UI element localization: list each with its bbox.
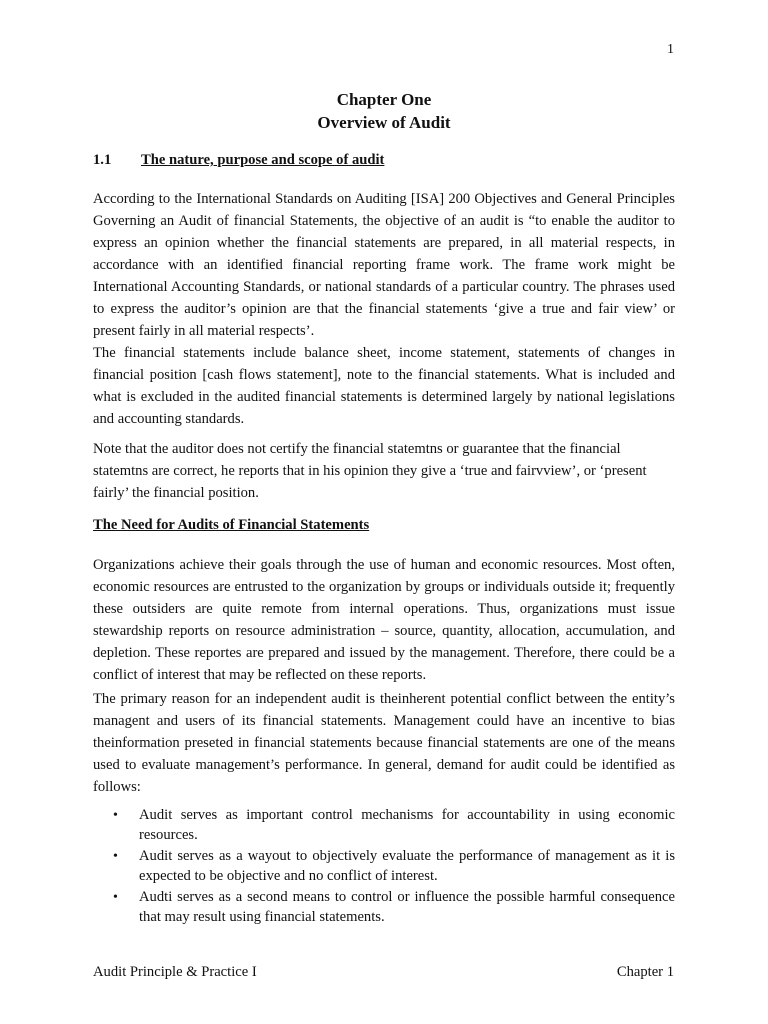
section-title: The nature, purpose and scope of audit: [141, 152, 385, 168]
chapter-title: [0, 88, 768, 134]
list-item: • Audti serves as a second means to control or influence the possible harmful consequence that may result using financial statements.: [113, 889, 675, 925]
section-number: 1.1: [93, 152, 112, 168]
chapter-title-line2: Overview of Audit: [317, 113, 451, 132]
bullet-icon: •: [113, 890, 118, 905]
subheading-need-for-audits: The Need for Audits of Financial Statements: [93, 517, 370, 533]
footer-chapter-label: Chapter 1: [616, 964, 674, 980]
paragraph-primary-reason: The primary reason for an independent audit is theinherent potential conflict between the entity’s managent and users of its financial statements. Management could have an incentive to bias theinformation preseted in financial statements because financial statements are one of the means used to evaluate management’s performance. In general, demand for audit could be identified as follows:: [93, 691, 675, 795]
page-number: 1: [667, 42, 674, 57]
chapter-title-line1: Chapter One: [336, 90, 432, 109]
bullet-list: [93, 805, 675, 928]
bullet-icon: •: [113, 808, 118, 823]
paragraph-isa-objective: According to the International Standards on Auditing [ISA] 200 Objectives and General Principles Governing an Audit of financial Statements, the objective of an audit is “to enable the auditor to express an opinion whether the financial statements are prepared, in all material respects, in accordance with an identified financial reporting frame work. The frame work might be International Accounting Standards, or national standards of a particular country. The phrases used to express the auditor’s opinion are that the financial statements ‘give a true and fair view’ or present fairly in all material respects’.: [93, 191, 675, 339]
bullet-icon: •: [113, 849, 118, 864]
list-item: • Audit serves as a wayout to objectively evaluate the performance of management as it is expected to be objective and no conflict of interest.: [113, 848, 675, 884]
paragraph-auditor-note: Note that the auditor does not certify the financial statemtns or guarantee that the financial statemtns are correct, he reports that in his opinion they give a ‘true and fairvview’, or ‘present fairly’ the financial position.: [93, 441, 647, 501]
section-heading: [93, 152, 384, 169]
paragraph-organizations: Organizations achieve their goals through the use of human and economic resources. Most often, economic resources are entrusted to the organization by groups or individuals outside it; frequently these outsiders are quite remote from internal operations. Thus, organizations must issue stewardship reports on resource administration – source, quantity, allocation, accumulation, and depletion. These reportes are prepared and issued by the management. Therefore, there could be a conflict of interest that may be reflected on these reports.: [93, 557, 675, 683]
paragraph-financial-statements: The financial statements include balance sheet, income statement, statements of changes in financial position [cash flows statement], note to the financial statements. What is included and what is excluded in the audited financial statements is determined largely by national legislations and accounting standards.: [93, 345, 675, 427]
list-item: • Audit serves as important control mechanisms for accountability in using economic resources.: [113, 807, 675, 843]
footer-course-title: Audit Principle & Practice I: [93, 964, 257, 980]
